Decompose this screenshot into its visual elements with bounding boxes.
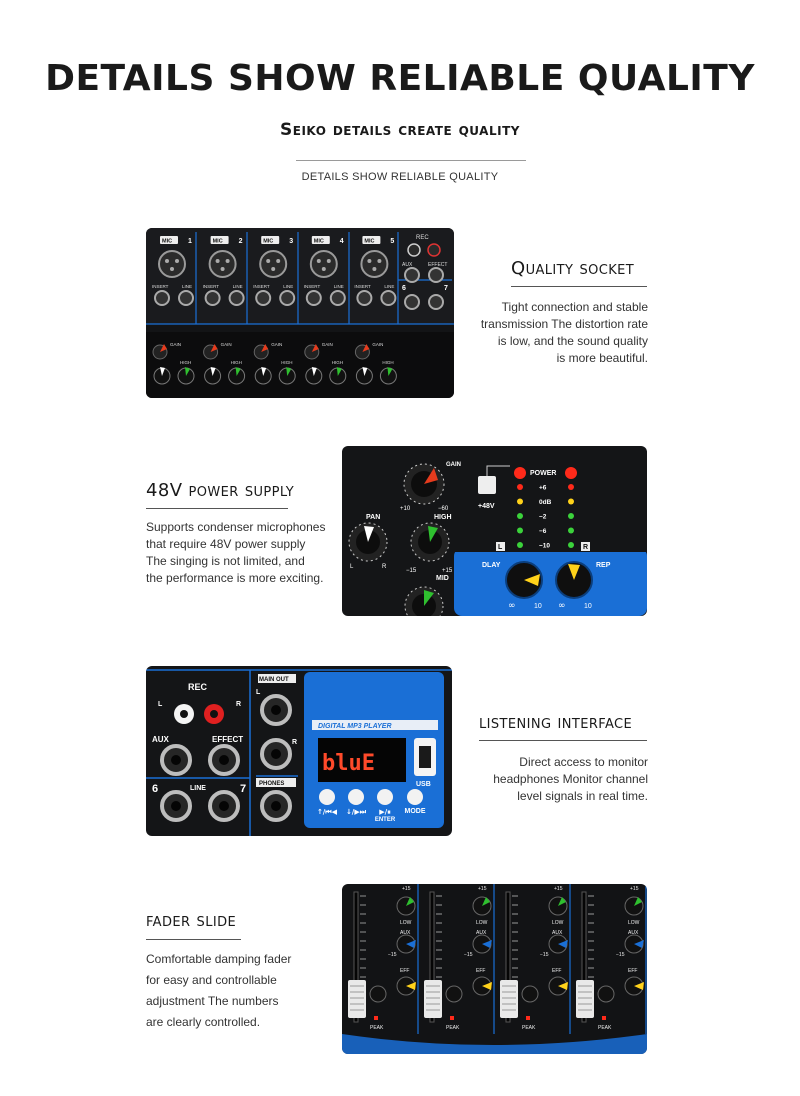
meter-led	[517, 499, 523, 505]
mp3-mode-label: MODE	[404, 808, 426, 815]
eff-label: EFF	[400, 968, 410, 974]
feature-text-listening-interface	[440, 754, 648, 805]
plus15-label: +15	[554, 886, 563, 892]
effect-label: EFFECT	[428, 262, 448, 268]
meter-led	[517, 513, 523, 519]
xlr-socket[interactable]	[311, 251, 337, 277]
high-min: −15	[406, 568, 417, 574]
line-jack[interactable]	[280, 291, 294, 305]
aux-label: AUX	[402, 262, 413, 268]
mp3-next-button[interactable]	[348, 789, 364, 805]
xlr-socket[interactable]	[361, 251, 387, 277]
insert-jack[interactable]	[256, 291, 270, 305]
meter-label: −6	[539, 528, 547, 535]
feature-line: adjustment The numbers	[146, 994, 279, 1008]
line-label: LINE	[384, 284, 395, 289]
power-label: POWER	[530, 470, 557, 477]
mic-label: MIC	[364, 238, 375, 245]
feature-line: the performance is more exciting.	[146, 571, 324, 585]
feature-line: is low, and the sound quality	[497, 334, 648, 348]
rep-max: 10	[584, 603, 592, 610]
feature-line: headphones Monitor channel	[493, 772, 648, 786]
insert-label: INSERT	[303, 284, 321, 289]
gain-min: +10	[400, 506, 411, 512]
insert-label: INSERT	[253, 284, 270, 289]
feature-text-fader-slide	[146, 949, 346, 1033]
gain-max: −60	[438, 506, 449, 512]
high-label: HIGH	[434, 514, 452, 521]
xlr-socket[interactable]	[210, 251, 236, 277]
peak-label: PEAK	[598, 1025, 612, 1031]
main-l: L	[256, 689, 261, 696]
aux-label: AUX	[400, 930, 411, 936]
feature-line: is more beautiful.	[556, 351, 648, 365]
insert-jack[interactable]	[155, 291, 169, 305]
rec-r: R	[236, 701, 242, 708]
pan-r: R	[382, 564, 387, 570]
low-label: LOW	[476, 920, 488, 926]
plus15-label: +15	[630, 886, 639, 892]
feature-line: Comfortable damping fader	[146, 952, 292, 966]
gain-label: GAIN	[321, 342, 333, 347]
fader-panel-graphic	[342, 884, 647, 1054]
low-label: LOW	[400, 920, 412, 926]
feature-rule-listening-interface	[479, 740, 647, 741]
mic-number: 3	[289, 238, 294, 245]
gain-label: GAIN	[446, 462, 461, 468]
power-panel-graphic	[342, 446, 647, 616]
feature-line: are clearly controlled.	[146, 1015, 261, 1029]
insert-label: INSERT	[354, 284, 371, 289]
mic-number: 4	[339, 238, 344, 245]
page-title: DETAILS SHOW RELIABLE QUALITY	[45, 58, 755, 99]
rec-l: L	[158, 701, 163, 708]
peak-label: PEAK	[370, 1025, 384, 1031]
header-divider	[296, 160, 526, 161]
aux-label: AUX	[476, 930, 487, 936]
gain-label: GAIN	[220, 342, 232, 347]
high-label: HIGH	[331, 360, 344, 365]
feature-title-listening-interface: listening interface	[479, 712, 633, 733]
minus15-label: −15	[464, 952, 473, 958]
meter-label: −10	[539, 542, 551, 550]
line-label: LINE	[190, 785, 206, 792]
usb-label: USB	[416, 781, 431, 788]
phones-label: PHONES	[259, 781, 285, 787]
dlay-max: 10	[534, 603, 542, 610]
minus15-label: −15	[388, 952, 397, 958]
mp3-play-label: ▶/⏸	[379, 808, 391, 816]
mid-label: MID	[436, 575, 449, 582]
plus15-label: +15	[402, 886, 411, 892]
meter-label: 0dB	[539, 499, 552, 506]
meter-led	[517, 484, 523, 490]
meter-led	[517, 542, 523, 548]
aux-label: AUX	[152, 735, 169, 744]
mp3-mode-button[interactable]	[407, 789, 423, 805]
minus15-label: −15	[540, 952, 549, 958]
line-jack[interactable]	[331, 291, 345, 305]
peak-label: PEAK	[522, 1025, 536, 1031]
minus15-label: −15	[616, 952, 625, 958]
mp3-prev-button[interactable]	[319, 789, 335, 805]
socket-panel-graphic	[146, 228, 454, 398]
feature-rule-fader-slide	[146, 939, 241, 940]
mic-label: MIC	[263, 238, 274, 245]
mic-number: 1	[188, 238, 192, 245]
feature-line: Direct access to monitor	[519, 755, 648, 769]
line-label: LINE	[232, 284, 243, 289]
power-led-right	[565, 467, 577, 479]
insert-jack[interactable]	[307, 291, 321, 305]
mic-label: MIC	[162, 238, 173, 245]
aux-label: AUX	[628, 930, 639, 936]
mic-number: 2	[238, 238, 243, 245]
mic-number: 5	[390, 238, 395, 245]
meter-led	[568, 513, 574, 519]
feature-line: Tight connection and stable	[501, 300, 648, 314]
mp3-prev-label: ↑/⏮◀	[316, 808, 338, 816]
page-subtitle: Seiko details create quality	[280, 120, 520, 140]
feature-rule-48v-power	[146, 508, 288, 509]
effect-label: EFFECT	[212, 735, 244, 744]
eff-label: EFF	[628, 968, 638, 974]
insert-label: INSERT	[152, 284, 169, 289]
feature-line: for easy and controllable	[146, 973, 277, 987]
feature-title-quality-socket: Quality socket	[511, 258, 635, 279]
high-label: HIGH	[180, 360, 192, 365]
mp3-enter-label: ENTER	[374, 817, 396, 823]
eff-label: EFF	[552, 968, 562, 974]
high-label: HIGH	[281, 360, 293, 365]
gain-label: GAIN	[271, 342, 283, 347]
rep-label: REP	[596, 562, 611, 569]
phantom-48v-label: +48V	[478, 503, 495, 510]
xlr-socket[interactable]	[159, 251, 185, 277]
line-label: LINE	[333, 284, 344, 289]
meter-l: L	[498, 544, 503, 551]
low-label: LOW	[628, 920, 640, 926]
plus15-label: +15	[478, 886, 487, 892]
meter-led	[568, 528, 574, 534]
mic-label: MIC	[313, 238, 324, 245]
high-max: +15	[442, 568, 453, 574]
line-jack[interactable]	[179, 291, 193, 305]
mp3-next-label: ↓/▶⏭	[345, 808, 367, 816]
line-jack[interactable]	[381, 291, 395, 305]
insert-jack[interactable]	[357, 291, 371, 305]
mp3-display: bluE	[322, 751, 375, 776]
dlay-label: DLAY	[482, 562, 501, 569]
header-tagline: DETAILS SHOW RELIABLE QUALITY	[301, 171, 499, 183]
power-led-left	[514, 467, 526, 479]
xlr-socket[interactable]	[260, 251, 286, 277]
insert-label: INSERT	[202, 284, 220, 289]
gain-label: GAIN	[372, 342, 384, 347]
feature-line: Supports condenser microphones	[146, 520, 326, 534]
peak-label: PEAK	[446, 1025, 460, 1031]
feature-line: The singing is not limited, and	[146, 554, 305, 568]
rec-label: REC	[188, 682, 208, 692]
meter-led	[568, 542, 574, 548]
feature-line: transmission The distortion rate	[480, 317, 648, 331]
pan-l: L	[350, 564, 354, 570]
eff-label: EFF	[476, 968, 486, 974]
line-label: LINE	[283, 284, 294, 289]
gain-label: GAIN	[170, 342, 182, 347]
ch7-label: 7	[240, 783, 247, 795]
fader-slide-image	[342, 884, 647, 1054]
low-label: LOW	[552, 920, 564, 926]
ch7-label: 7	[444, 285, 448, 292]
rec-label: REC	[416, 235, 429, 241]
feature-rule-quality-socket	[511, 286, 647, 287]
pan-label: PAN	[366, 514, 381, 521]
main-out-label: MAIN OUT	[259, 677, 289, 683]
meter-label: −2	[539, 513, 547, 521]
feature-title-48v-power: 48V power supply	[146, 480, 295, 501]
meter-led	[517, 528, 523, 534]
feature-line: that require 48V power supply	[146, 537, 306, 551]
meter-r: R	[583, 544, 589, 551]
mp3-player-title: DIGITAL MP3 PLAYER	[318, 723, 392, 730]
mic-label: MIC	[212, 238, 223, 245]
main-r: R	[292, 739, 298, 746]
quality-socket-image	[146, 228, 454, 398]
ch6-label: 6	[152, 783, 159, 795]
rep-min: ∞	[558, 601, 566, 611]
line-label: LINE	[182, 284, 193, 289]
meter-led	[568, 499, 574, 505]
feature-text-quality-socket	[440, 299, 648, 367]
ch6-label: 6	[402, 285, 406, 292]
meter-label: +6	[539, 484, 547, 492]
dlay-min: ∞	[508, 601, 516, 611]
feature-title-fader-slide: fader slide	[146, 910, 237, 931]
insert-jack[interactable]	[206, 291, 220, 305]
feature-line: level signals in real time.	[517, 789, 648, 803]
power-supply-image	[342, 446, 647, 616]
mp3-play-pause-button[interactable]	[377, 789, 393, 805]
meter-led	[568, 484, 574, 490]
feature-text-48v-power	[146, 519, 366, 587]
line-jack[interactable]	[230, 291, 244, 305]
aux-label: AUX	[552, 930, 563, 936]
high-label: HIGH	[382, 360, 394, 365]
high-label: HIGH	[230, 360, 242, 365]
